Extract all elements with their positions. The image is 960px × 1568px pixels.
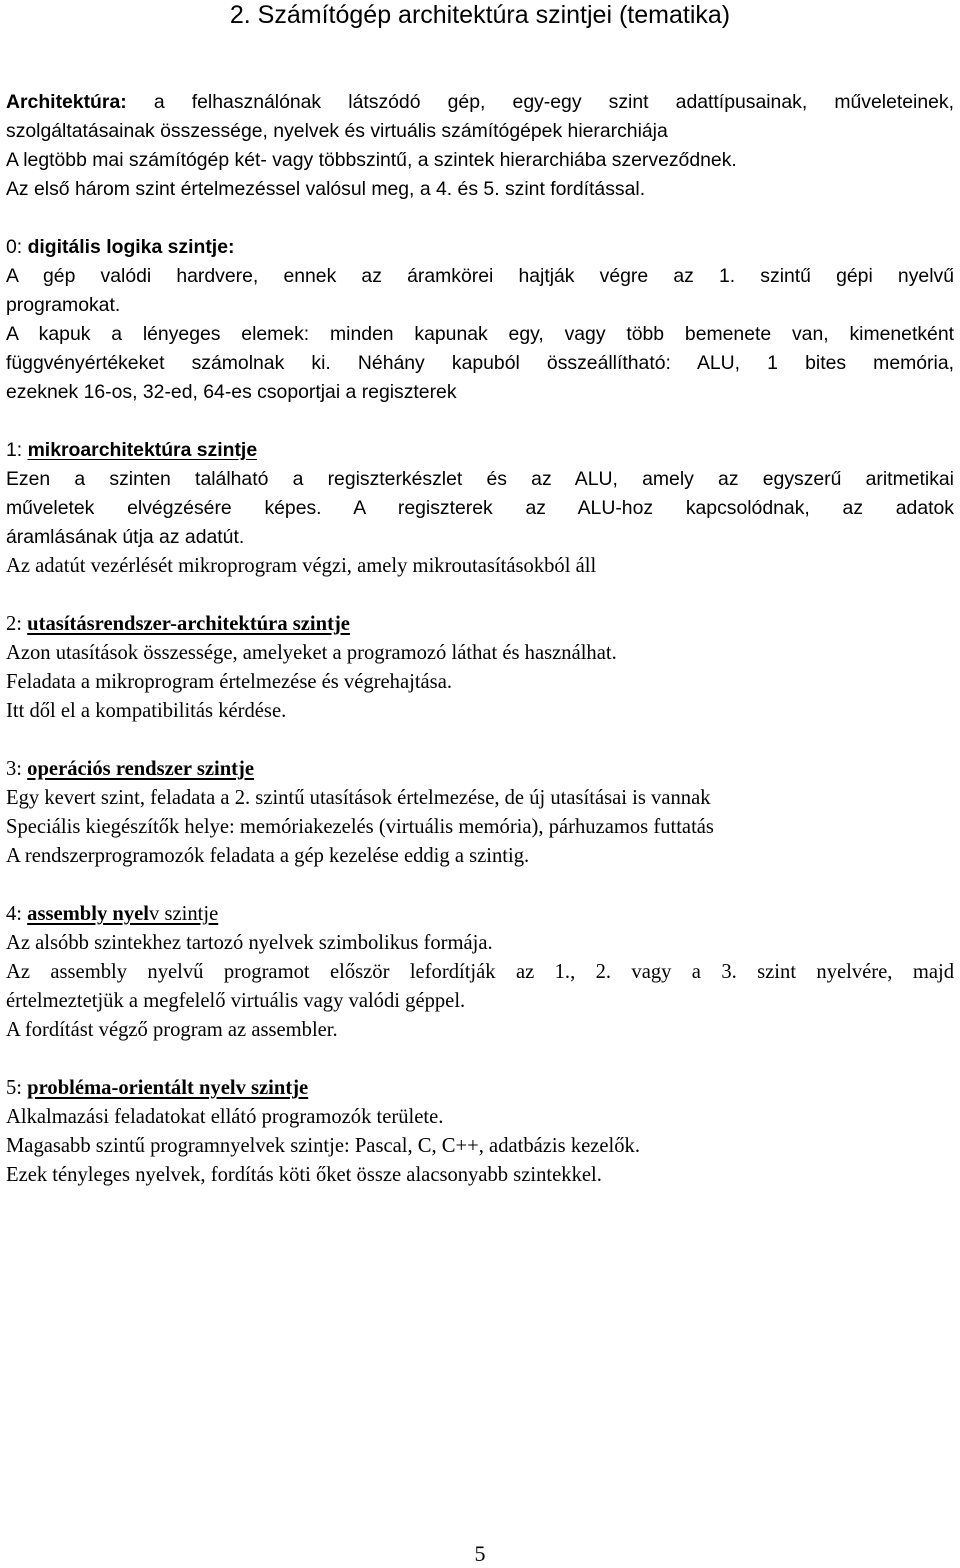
- page-title: 2. Számítógép architektúra szintjei (tematika): [229, 1, 731, 29]
- level-0-line-2: programokat.: [6, 294, 121, 316]
- intro-line-3: A legtöbb mai számítógép két- vagy többszintű, a szintek hierarchiába szerveződnek.: [6, 149, 737, 171]
- level-4-line-3: értelmeztetjük a megfelelő virtuális vagy valódi géppel.: [6, 990, 466, 1012]
- intro-line-4: Az első három szint értelmezéssel valósul meg, a 4. és 5. szint fordítással.: [6, 178, 646, 200]
- level-0-number: 0:: [6, 236, 28, 258]
- level-0-line-3: A kapuk a lényeges elemek: minden kapunak egy, vagy több bemenete van, kimenetként: [6, 323, 954, 345]
- level-1-line-3: áramlásának útja az adatút.: [6, 526, 245, 548]
- level-1-line-1: Ezen a szinten található a regiszterkészlet és az ALU, amely az egyszerű aritmetikai: [6, 468, 954, 490]
- level-3-name: operációs rendszer szintje: [27, 758, 255, 780]
- level-5-line-2: Magasabb szintű programnyelvek szintje: Pascal, C, C++, adatbázis kezelők.: [6, 1135, 641, 1157]
- level-4-line-4: A fordítást végző program az assembler.: [6, 1019, 338, 1041]
- level-0-heading: [6, 233, 954, 262]
- level-0-name: digitális logika szintje:: [27, 236, 235, 258]
- level-4-heading: [6, 900, 954, 929]
- intro-line-1: [6, 88, 954, 117]
- level-1-line-4: Az adatút vezérlését mikroprogram végzi, amely mikroutasításokból áll: [6, 555, 597, 577]
- level-3-heading: [6, 755, 954, 784]
- level-5-number: 5:: [6, 1077, 28, 1099]
- level-0-line-5: ezeknek 16-os, 32-ed, 64-es csoportjai a regiszterek: [6, 381, 457, 403]
- level-5-heading: [6, 1074, 954, 1103]
- level-4-line-1: Az alsóbb szintekhez tartozó nyelvek szimbolikus formája.: [6, 932, 493, 954]
- level-5-line-1: Alkalmazási feladatokat ellátó programozók területe.: [6, 1106, 444, 1128]
- level-5-name: probléma-orientált nyelv szintje: [27, 1077, 309, 1099]
- level-2-line-3: Itt dől el a kompatibilitás kérdése.: [6, 700, 287, 722]
- level-4-name: assembly nyel: [27, 903, 150, 925]
- level-1-heading: [6, 436, 954, 465]
- level-2-line-2: Feladata a mikroprogram értelmezése és végrehajtása.: [6, 671, 452, 693]
- level-2-heading: [6, 610, 954, 639]
- level-0-line-4: függvényértékeket számolnak ki. Néhány kapuból összeállítható: ALU, 1 bites memória,: [6, 352, 954, 374]
- level-2-number: 2:: [6, 613, 28, 635]
- level-2-name: utasításrendszer-architektúra szintje: [27, 613, 350, 635]
- level-4-number: 4:: [6, 903, 28, 925]
- level-4-name-rest: v szintje: [149, 903, 219, 925]
- level-5-line-3: Ezek tényleges nyelvek, fordítás köti őket össze alacsonyabb szintekkel.: [6, 1164, 602, 1186]
- page-number: 5: [474, 1541, 486, 1566]
- level-3-line-2: Speciális kiegészítők helye: memóriakezelés (virtuális memória), párhuzamos futtatás: [6, 816, 714, 838]
- level-3-line-3: A rendszerprogramozók feladata a gép kezelése eddig a szintig.: [6, 845, 530, 867]
- level-1-number: 1:: [6, 439, 28, 461]
- intro-definition: a felhasználónak látszódó gép, egy-egy szint adattípusainak, műveleteinek,: [126, 91, 954, 113]
- intro-line-2: szolgáltatásainak összessége, nyelvek és virtuális számítógépek hierarchiája: [6, 120, 668, 142]
- architecture-term: Architektúra:: [6, 91, 127, 113]
- level-2-line-1: Azon utasítások összessége, amelyeket a programozó láthat és használhat.: [6, 642, 617, 664]
- level-0-line-1: A gép valódi hardvere, ennek az áramkörei hajtják végre az 1. szintű gépi nyelvű: [6, 265, 954, 287]
- level-4-line-2: Az assembly nyelvű programot először lefordítják az 1., 2. vagy a 3. szint nyelvére, majd: [6, 961, 954, 983]
- level-1-name: mikroarchitektúra szintje: [27, 439, 258, 461]
- level-3-line-1: Egy kevert szint, feladata a 2. szintű utasítások értelmezése, de új utasításai is vannak: [6, 787, 711, 809]
- level-3-number: 3:: [6, 758, 28, 780]
- level-1-line-2: műveletek elvégzésére képes. A regiszterek az ALU-hoz kapcsolódnak, az adatok: [6, 497, 954, 519]
